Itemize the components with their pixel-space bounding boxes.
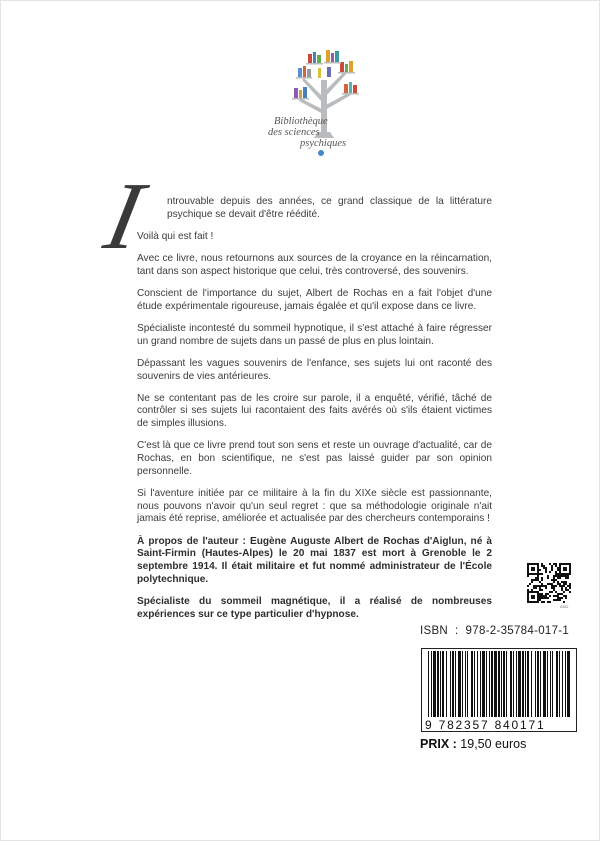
logo-wordmark (268, 116, 378, 149)
qr-module (549, 601, 551, 603)
paragraph: Voilà qui est fait ! (137, 230, 214, 242)
qr-module (549, 563, 551, 565)
qr-module (533, 579, 535, 581)
barcode-bar (516, 651, 517, 717)
qr-module (565, 587, 567, 589)
qr-module (551, 567, 553, 569)
qr-module (553, 581, 555, 583)
qr-module (565, 597, 567, 599)
qr-module (565, 577, 567, 579)
barcode-bar (535, 651, 536, 717)
qr-module (557, 581, 559, 583)
qr-module (553, 585, 555, 587)
barcode-bar (442, 651, 444, 717)
qr-module (565, 575, 567, 577)
qr-module (541, 589, 543, 591)
qr-module (541, 579, 543, 581)
qr-module (537, 579, 539, 581)
qr-module (549, 595, 551, 597)
logo-line-1: Bibliothèque (274, 116, 328, 127)
qr-module (555, 595, 557, 597)
barcode-bar (562, 651, 563, 717)
qr-module (555, 565, 557, 567)
qr-module (541, 585, 543, 587)
qr-module (543, 565, 545, 567)
barcode-bar (540, 651, 541, 717)
qr-module (553, 579, 555, 581)
barcode-bar (446, 651, 447, 717)
paragraph: C'est là que ce livre prend tout son sens et reste un ouvrage d'actualité, car de Rochas, en bon scientifique, ne s'est pas laissé guider par son opinion personnelle. (137, 440, 492, 477)
qr-module (561, 581, 563, 583)
qr-module (533, 587, 535, 589)
isbn-value: 978-2-35784-017-1 (465, 625, 570, 637)
paragraph: Dépassant les vagues souvenirs de l'enfance, ses sujets lui ont raconté des souvenirs de vies antérieures. (137, 357, 492, 382)
barcode-bar (489, 651, 490, 717)
qr-module (553, 599, 555, 601)
author-paragraph: Spécialiste du sommeil magnétique, il a réalisé de nombreuses expériences sur ce type particulier d'hypnose. (137, 595, 492, 620)
qr-module (561, 589, 563, 591)
qr-module (563, 585, 565, 587)
qr-module (527, 585, 529, 587)
qr-module (551, 585, 553, 587)
qr-module (541, 573, 543, 575)
barcode-bar (486, 651, 487, 717)
barcode-bar (556, 651, 558, 717)
barcode-bar (433, 651, 436, 717)
barcode-bar (527, 651, 529, 717)
qr-module (557, 595, 559, 597)
barcode-bar (467, 651, 468, 717)
qr-module (545, 593, 547, 595)
barcode-bar (455, 651, 456, 717)
qr-module (547, 601, 549, 603)
logo-line-3: psychiques (300, 138, 347, 149)
qr-module (557, 577, 559, 579)
qr-module (549, 591, 551, 593)
barcode-bar (513, 651, 514, 717)
barcode-bar (506, 651, 507, 717)
qr-module (551, 587, 553, 589)
paragraph: Avec ce livre, nous retournons aux sources de la croyance en la réincarnation, tant dans son aspect historique que celui, très controversé, des souvenirs. (137, 253, 492, 277)
qr-finder-center (531, 595, 535, 599)
qr-finder-center (531, 567, 535, 571)
barcode-bar (518, 651, 521, 717)
qr-module (553, 563, 555, 565)
qr-module (539, 569, 541, 571)
barcode-bar (480, 651, 481, 717)
qr-module (565, 583, 567, 585)
barcode-bar (440, 651, 441, 717)
barcode-bar (494, 651, 497, 717)
qr-module (567, 585, 569, 587)
qr-module (547, 575, 549, 577)
barcode-bar (531, 651, 532, 717)
qr-module (557, 573, 559, 575)
qr-module (563, 581, 565, 583)
qr-label: AND (560, 604, 569, 609)
qr-module (541, 583, 543, 585)
qr-module (563, 601, 565, 603)
barcode-bar (437, 651, 439, 717)
price (420, 737, 526, 751)
qr-module (535, 585, 537, 587)
isbn-line (420, 625, 569, 637)
qr-module (541, 565, 543, 567)
qr-module (541, 597, 543, 599)
isbn-label: ISBN (420, 625, 449, 637)
barcode-bar (474, 651, 475, 717)
qr-module (567, 577, 569, 579)
qr-module (559, 585, 561, 587)
qr-module (559, 597, 561, 599)
qr-module (541, 577, 543, 579)
qr-module (555, 579, 557, 581)
qr-module (539, 573, 541, 575)
qr-module (551, 579, 553, 581)
qr-module (547, 583, 549, 585)
qr-module (557, 599, 559, 601)
barcode-bar (465, 651, 466, 717)
qr-module (537, 575, 539, 577)
qr-module (545, 569, 547, 571)
qr-module (543, 595, 545, 597)
barcode-bar (462, 651, 463, 717)
qr-module (565, 581, 567, 583)
barcode-bar (525, 651, 526, 717)
paragraph: Conscient de l'importance du sujet, Albert de Rochas en a fait l'objet d'une étude expérimentale rigoureuse, jamais égalée et qu'il expose dans ce livre. (137, 288, 492, 312)
barcode-digits: 9 782357 840171 (425, 718, 546, 732)
qr-module (539, 593, 541, 595)
qr-module (561, 587, 563, 589)
qr-module (551, 565, 553, 567)
qr-module (555, 599, 557, 601)
qr-module (543, 567, 545, 569)
qr-module (565, 589, 567, 591)
qr-module (551, 583, 553, 585)
qr-module (551, 569, 553, 571)
barcode-icon (422, 651, 576, 717)
qr-module (545, 585, 547, 587)
qr-module (539, 599, 541, 601)
barcode-bar (482, 651, 485, 717)
qr-module (531, 581, 533, 583)
qr-module (559, 583, 561, 585)
qr-module (567, 575, 569, 577)
price-value: 19,50 euros (460, 737, 527, 751)
qr-module (569, 587, 571, 589)
qr-module (535, 577, 537, 579)
qr-module (553, 595, 555, 597)
isbn-separator: : (455, 625, 459, 637)
qr-module (561, 575, 563, 577)
barcode-bar (565, 651, 566, 717)
qr-module (547, 577, 549, 579)
drop-cap: I (96, 162, 152, 269)
qr-module (547, 597, 549, 599)
qr-module (563, 583, 565, 585)
barcode-bar (431, 651, 432, 717)
qr-module (545, 587, 547, 589)
qr-module (527, 575, 529, 577)
back-cover-text (137, 196, 492, 631)
paragraph: Si l'aventure initiée par ce militaire à la fin du XIXe siècle est passionnante, nous pouvons n'avoir qu'un seul regret : que sa méthodologie originale n'ait jamais été reprise, améliorée et actualisée par des chercheurs contemporains ! (137, 487, 492, 525)
qr-module (549, 571, 551, 573)
qr-module (555, 575, 557, 577)
qr-module (531, 589, 533, 591)
qr-module (553, 587, 555, 589)
qr-module (527, 589, 529, 591)
barcode-bar (477, 651, 478, 717)
barcode-bar (537, 651, 539, 717)
qr-module (543, 597, 545, 599)
logo-dot (318, 150, 324, 156)
barcode-bar (547, 651, 548, 717)
qr-module (535, 579, 537, 581)
barcode-bar (491, 651, 493, 717)
qr-finder-center (563, 567, 567, 571)
qr-module (539, 587, 541, 589)
qr-module (565, 595, 567, 597)
barcode-bar (510, 651, 512, 717)
barcode-bar (471, 651, 473, 717)
qr-module (557, 567, 559, 569)
qr-module (543, 601, 545, 603)
qr-module (539, 581, 541, 583)
qr-module (547, 593, 549, 595)
barcode-bar (458, 651, 461, 717)
qr-module (567, 589, 569, 591)
barcode-bar (522, 651, 524, 717)
paragraph: Ne se contentant pas de les croire sur parole, il a enquêté, vérifié, tâché de contrôler si ses sujets lui racontaient des faits avérés où s'ils étaient victimes de simples illusions. (137, 392, 492, 430)
qr-module (555, 573, 557, 575)
qr-module (559, 599, 561, 601)
qr-module (541, 563, 543, 565)
qr-module (561, 593, 563, 595)
qr-module (555, 585, 557, 587)
qr-module (545, 567, 547, 569)
barcode-bar (567, 651, 570, 717)
qr-module (569, 583, 571, 585)
author-paragraph: À propos de l'auteur : Eugène Auguste Albert de Rochas d'Aiglun, né à Saint-Firmin (Hautes-Alpes) le 20 mai 1837 est mort à Grenoble le 2 septembre 1914. Il était militaire et fut nommé administrateur de l'École polytechnique. (137, 535, 492, 585)
qr-module (537, 577, 539, 579)
barcode-bar (498, 651, 500, 717)
qr-module (555, 591, 557, 593)
qr-module (561, 585, 563, 587)
qr-module (569, 585, 571, 587)
barcode-bar (552, 651, 553, 717)
qr-module (557, 575, 559, 577)
qr-module (549, 583, 551, 585)
qr-module (553, 589, 555, 591)
qr-module (553, 577, 555, 579)
qr-module (537, 585, 539, 587)
barcode-bar (559, 651, 560, 717)
barcode-bar (501, 651, 502, 717)
qr-module (559, 593, 561, 595)
paragraph-intro: ntrouvable depuis des années, ce grand classique de la littérature psychique se devait d'être réédité. (167, 196, 492, 220)
qr-module (551, 591, 553, 593)
qr-module (569, 591, 571, 593)
qr-module (531, 579, 533, 581)
qr-module (559, 575, 561, 577)
qr-module (555, 563, 557, 565)
qr-module (563, 591, 565, 593)
qr-module (541, 593, 543, 595)
bookshelf-tree-logo-icon (280, 40, 370, 180)
qr-module (557, 597, 559, 599)
paragraph: Spécialiste incontesté du sommeil hypnotique, il s'est attaché à faire régresser un grand nombre de sujets dans un passé de plus en plus lointain. (137, 322, 492, 347)
qr-module (539, 597, 541, 599)
logo-line-2: des sciences (268, 127, 320, 138)
qr-module (539, 585, 541, 587)
qr-module (553, 575, 555, 577)
qr-module (545, 571, 547, 573)
qr-module (559, 577, 561, 579)
barcode-bar (452, 651, 454, 717)
qr-code-icon (527, 563, 571, 603)
qr-module (557, 583, 559, 585)
barcode-bar (543, 651, 546, 717)
barcode-bar (428, 651, 429, 717)
qr-module (563, 595, 565, 597)
barcode-bar (503, 651, 505, 717)
barcode-bar (450, 651, 451, 717)
qr-module (545, 595, 547, 597)
qr-module (555, 571, 557, 573)
qr-module (561, 597, 563, 599)
qr-module (529, 583, 531, 585)
barcode-bar (550, 651, 551, 717)
qr-module (557, 569, 559, 571)
qr-module (535, 587, 537, 589)
qr-module (557, 593, 559, 595)
qr-module (543, 585, 545, 587)
qr-module (563, 575, 565, 577)
qr-module (539, 589, 541, 591)
price-label: PRIX : (420, 737, 457, 751)
qr-module (539, 595, 541, 597)
qr-module (541, 595, 543, 597)
qr-module (541, 601, 543, 603)
qr-module (533, 585, 535, 587)
qr-module (545, 597, 547, 599)
